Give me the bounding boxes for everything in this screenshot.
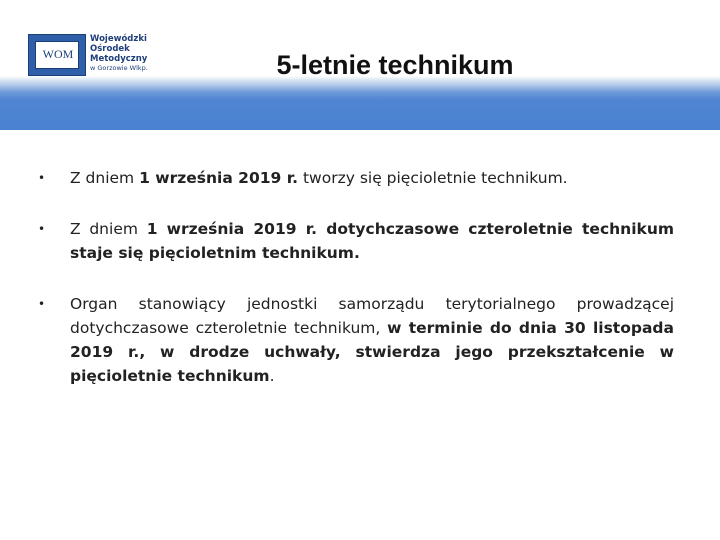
bullet-bold: 1 września 2019 r. [139,169,299,187]
bullet-icon: • [38,222,46,236]
bullet-list [38,166,674,415]
bullet-icon: • [38,297,46,311]
list-item [38,217,674,265]
bullet-text: Z dniem [70,220,147,238]
logo-line-4: w Gorzowie Wlkp. [90,64,148,72]
logo-emblem [28,34,86,76]
logo-line-3: Metodyczny [90,54,148,64]
list-item [38,292,674,388]
list-item [38,166,674,190]
page-title: 5-letnie technikum [276,50,514,80]
bullet-text: . [269,367,275,385]
logo-line-2: Ośrodek [90,44,130,54]
bullet-bold: 1 września 2019 r. dotychczasowe czteroletnie technikum staje się pięcioletnim technikum. [70,220,675,262]
bullet-bold: w terminie do dnia 30 listopada 2019 r., w drodze uchwały, stwierdza jego przekształcenie w pięcioletnie technikum [70,319,674,385]
logo-abbr: WOM [42,47,74,61]
bullet-text: tworzy się pięcioletnie technikum. [298,169,568,187]
logo-text [90,34,170,73]
bullet-icon: • [38,171,46,185]
bullet-text: Z dniem [70,169,140,187]
logo-line-1: Wojewódzki [90,34,147,44]
bullet-text: Organ stanowiący jednostki samorządu terytorialnego prowadzącej dotychczasowe czteroletnie technikum, [70,295,674,337]
logo [28,34,168,78]
